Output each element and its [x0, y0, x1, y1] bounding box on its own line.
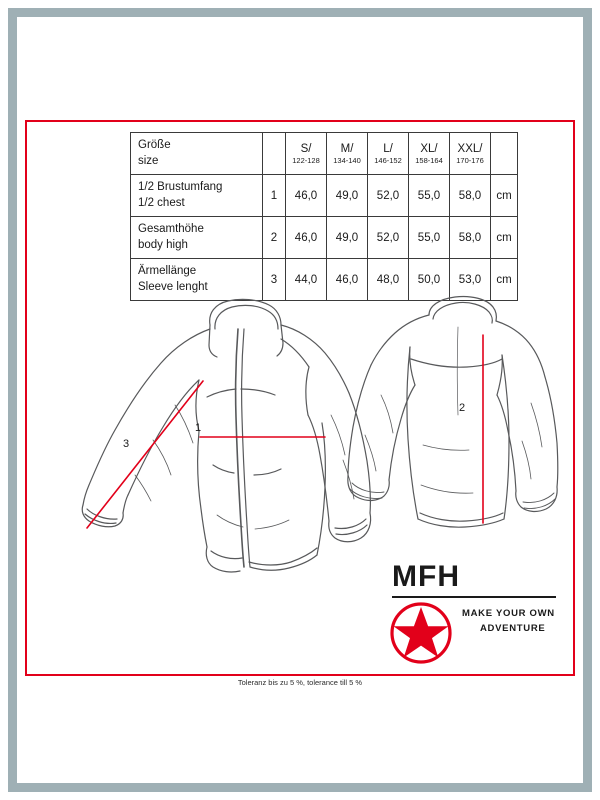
cell-body-s: 46,0 — [286, 217, 327, 259]
row-number-chest: 1 — [263, 175, 286, 217]
logo-tagline-line1: MAKE YOUR OWN — [462, 608, 555, 619]
label-sleeve-number: 3 — [123, 438, 130, 450]
cell-sleeve-xxl: 53,0 — [450, 259, 491, 301]
tolerance-footnote: Toleranz bis zu 5 %, tolerance till 5 % — [237, 678, 363, 687]
row-unit-body: cm — [491, 217, 518, 259]
table-header-row — [131, 133, 518, 175]
cell-chest-xxl: 58,0 — [450, 175, 491, 217]
header-col-xl: XL/ 158-164 — [409, 133, 450, 175]
row-label-body: Gesamthöhe body high — [131, 217, 263, 259]
cell-sleeve-l: 48,0 — [368, 259, 409, 301]
row-label-chest: 1/2 Brustumfang 1/2 chest — [131, 175, 263, 217]
row-number-sleeve: 3 — [263, 259, 286, 301]
cell-sleeve-xl: 50,0 — [409, 259, 450, 301]
cell-body-m: 49,0 — [327, 217, 368, 259]
row-unit-sleeve: cm — [491, 259, 518, 301]
logo-divider — [392, 596, 556, 598]
cell-chest-xl: 55,0 — [409, 175, 450, 217]
label-body-number: 2 — [459, 402, 466, 414]
header-col-xxl: XXL/ 170-176 — [450, 133, 491, 175]
cell-chest-m: 49,0 — [327, 175, 368, 217]
header-num-spacer — [263, 133, 286, 175]
cell-body-xl: 55,0 — [409, 217, 450, 259]
table-row — [131, 175, 518, 217]
size-table — [130, 132, 518, 301]
header-size-label: Größe size — [131, 133, 263, 175]
star-icon — [390, 602, 452, 664]
cell-chest-s: 46,0 — [286, 175, 327, 217]
cell-chest-l: 52,0 — [368, 175, 409, 217]
cell-sleeve-s: 44,0 — [286, 259, 327, 301]
header-col-m: M/ 134-140 — [327, 133, 368, 175]
cell-body-l: 52,0 — [368, 217, 409, 259]
row-label-sleeve: Ärmellänge Sleeve lenght — [131, 259, 263, 301]
table-row — [131, 217, 518, 259]
mfh-logo — [390, 560, 565, 650]
logo-tagline-line2: ADVENTURE — [480, 623, 546, 634]
logo-brand-text: MFH — [392, 560, 460, 593]
cell-body-xxl: 58,0 — [450, 217, 491, 259]
label-chest-number: 1 — [195, 422, 202, 434]
header-col-l: L/ 146-152 — [368, 133, 409, 175]
row-unit-chest: cm — [491, 175, 518, 217]
cell-sleeve-m: 46,0 — [327, 259, 368, 301]
row-number-body: 2 — [263, 217, 286, 259]
header-unit-spacer — [491, 133, 518, 175]
header-col-s: S/ 122-128 — [286, 133, 327, 175]
